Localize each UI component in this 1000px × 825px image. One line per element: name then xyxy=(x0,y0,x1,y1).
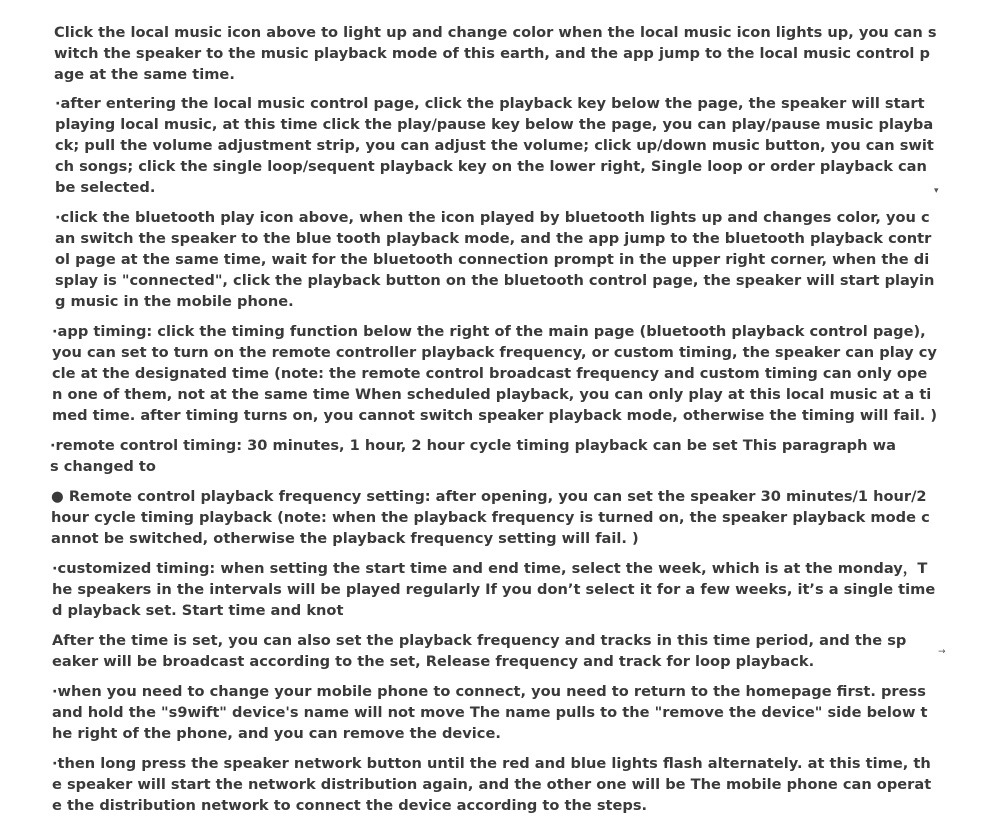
paragraph-change-phone: ·when you need to change your mobile phone to connect, you need to return to the homepage first. press and hold the "s9wift" device's name will not move The name pulls to the "remove the device" side below the right of the phone, and you can remove the device. xyxy=(52,683,928,742)
paragraph-local-music-icon: Click the local music icon above to light up and change color when the local music icon lights up, you can switch the speaker to the music playback mode of this earth, and the app jump to the local music control page at the same time. xyxy=(54,24,937,83)
scan-arrow-mark: → xyxy=(938,647,946,657)
paragraph-network-button: ·then long press the speaker network button until the red and blue lights flash alternately. at this time, the speaker will start the network distribution again, and the other one will be The mobile phone can operate the distribution network to connect the device according to the steps. xyxy=(52,755,932,814)
paragraph-customized-timing: ·customized timing: when setting the start time and end time, select the week, which is at the monday，The speakers in the intervals will be played regularly If you don’t select it for a few weeks, it’s a single timed playback set. Start time and knot xyxy=(52,560,936,619)
paragraph-remote-control-timing: ·remote control timing: 30 minutes, 1 hour, 2 hour cycle timing playback can be set This paragraph was changed to xyxy=(50,437,896,475)
paragraph-bluetooth-play: ·click the bluetooth play icon above, when the icon played by bluetooth lights up and changes color, you can switch the speaker to the blue tooth playback mode, and the app jump to the bluetooth playback control page at the same time, wait for the bluetooth connection prompt in the upper right corner, when the display is "connected", click the playback button on the bluetooth control page, the speaker will start playing music in the mobile phone. xyxy=(55,209,935,310)
scan-speck-mark: ▾ xyxy=(934,186,939,196)
paragraph-local-music-control: ·after entering the local music control page, click the playback key below the page, the speaker will start playing local music, at this time click the play/pause key below the page, you can play/pause music playback; pull the volume adjustment strip, you can adjust the volume; click up/down music button, you can switch songs; click the single loop/sequent playback key on the lower right, Single loop or order playback can be selected. xyxy=(55,95,934,196)
paragraph-time-set: After the time is set, you can also set the playback frequency and tracks in this time period, and the speaker will be broadcast according to the set, Release frequency and track for loop playback. xyxy=(52,632,907,670)
paragraph-playback-frequency: ● Remote control playback frequency setting: after opening, you can set the speaker 30 minutes/1 hour/2 hour cycle timing playback (note: when the playback frequency is turned on, the speaker playback mode cannot be switched, otherwise the playback frequency setting will fail. ) xyxy=(51,488,930,547)
paragraph-app-timing: ·app timing: click the timing function below the right of the main page (bluetooth playback control page), you can set to turn on the remote controller playback frequency, or custom timing, the speaker can play cycle at the designated time (note: the remote control broadcast frequency and custom timing can only open one of them, not at the same time When scheduled playback, you can only play at this local music at a timed time. after timing turns on, you cannot switch speaker playback mode, otherwise the timing will fail. ) xyxy=(52,323,938,424)
instruction-document xyxy=(52,22,937,825)
